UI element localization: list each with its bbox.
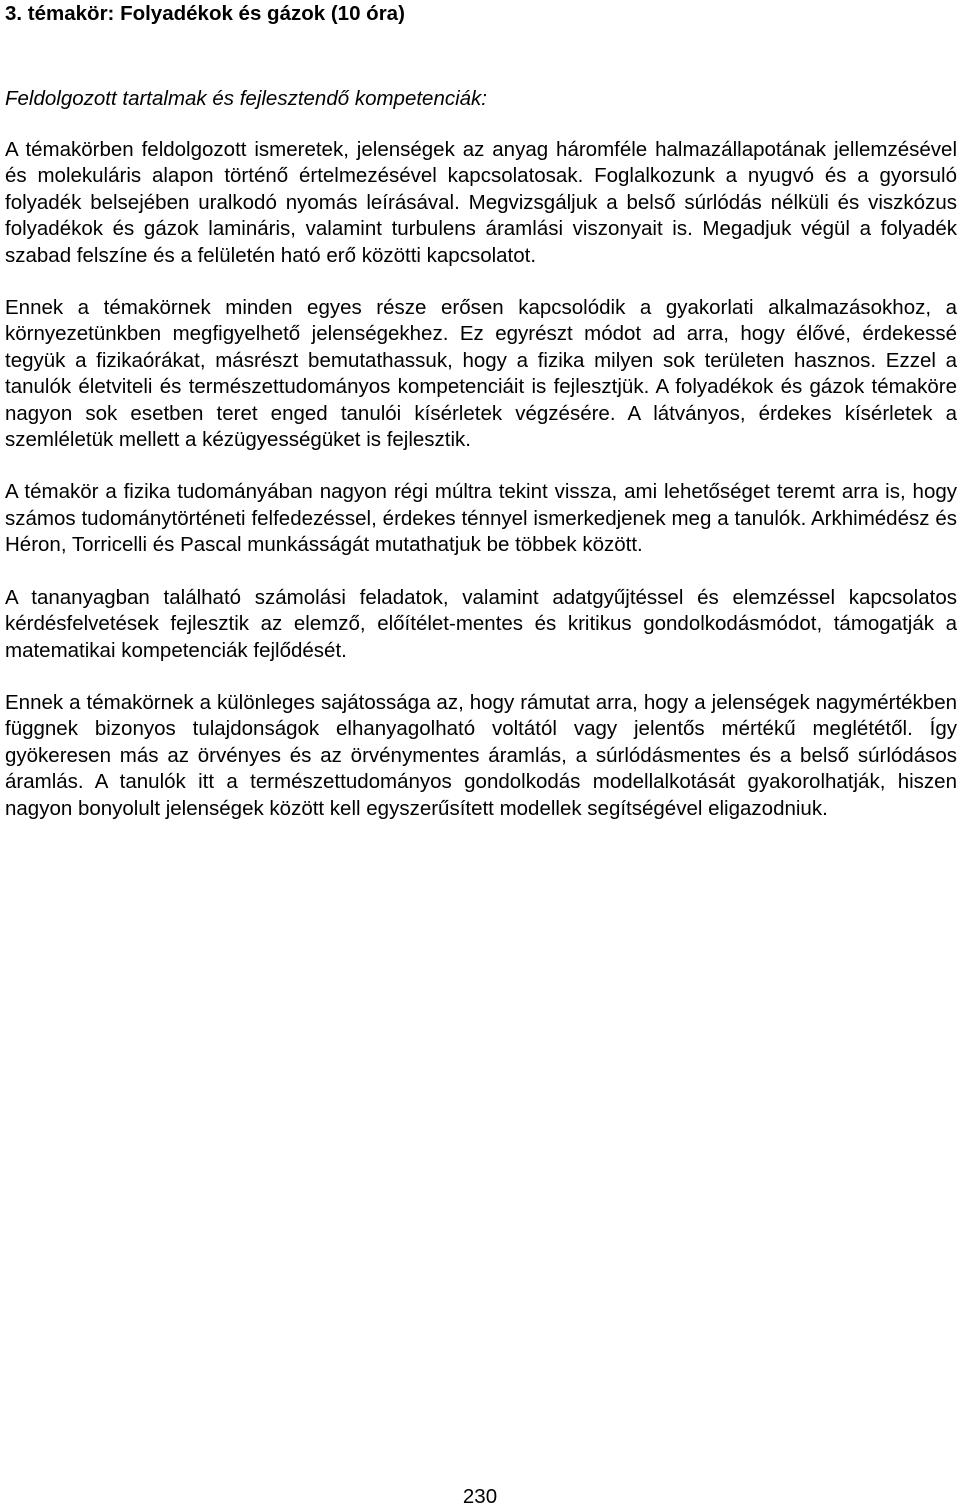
document-page: [5, 0, 957, 848]
paragraph-4: A tananyagban található számolási feladatok, valamint adatgyűjtéssel és elemzéssel kapcsolatos kérdésfelvetések fejlesztik az elemző, előítélet-mentes és kritikus gondolkodásmódot, támogatják a matematikai kompetenciák fejlődését.: [5, 585, 957, 662]
paragraph-5: Ennek a témakörnek a különleges sajátossága az, hogy rámutat arra, hogy a jelenségek nagymértékben függnek bizonyos tulajdonságok elhanyagolható voltától vagy jelentős mértékű meglététől. Így gyökeresen más az örvényes és az örvénymentes áramlás, a súrlódásmentes és a belső súrlódásos áramlás. A tanulók itt a természettudományos gondolkodás modellalkotását gyakorolhatják, hiszen nagyon bonyolult jelenségek között kell egyszerűsített modellek segítségével eligazodniuk.: [5, 690, 957, 820]
paragraph-3: A témakör a fizika tudományában nagyon régi múltra tekint vissza, ami lehetőséget teremt arra is, hogy számos tudománytörténeti felfedezéssel, érdekes ténnyel ismerkedjenek meg a tanulók. Arkhimédész és Héron, Torricelli és Pascal munkásságát mutathatjuk be többek között.: [5, 480, 957, 557]
page-number: 230: [462, 1485, 498, 1508]
section-heading: 3. témakör: Folyadékok és gázok (10 óra): [5, 2, 405, 25]
paragraph-1: A témakörben feldolgozott ismeretek, jelenségek az anyag háromféle halmazállapotának jellemzésével és molekuláris alapon történő értelmezésével kapcsolatosak. Foglalkozunk a nyugvó és a gyorsuló folyadék belsejében uralkodó nyomás leírásával. Megvizsgáljuk a belső súrlódás nélküli és viszkózus folyadékok és gázok lamináris, valamint turbulens áramlási viszonyait is. Megadjuk végül a folyadék szabad felszíne és a felületén ható erő közötti kapcsolatot.: [5, 138, 957, 267]
competencies-subheading: Feldolgozott tartalmak és fejlesztendő kompetenciák:: [5, 87, 488, 110]
paragraph-2: Ennek a témakörnek minden egyes része erősen kapcsolódik a gyakorlati alkalmazásokhoz, a környezetünkben megfigyelhető jelenségekhez. Ez egyrészt módot ad arra, hogy élővé, érdekessé tegyük a fizikaórákat, másrészt bemutathassuk, hogy a fizika milyen sok területen hasznos. Ezzel a tanulók életviteli és természettudományos kompetenciáit is fejlesztjük. A folyadékok és gázok témaköre nagyon sok esetben teret enged tanulói kísérletek végzésére. A látványos, érdekes kísérletek a szemléletük mellett a kézügyességüket is fejlesztik.: [5, 296, 957, 452]
